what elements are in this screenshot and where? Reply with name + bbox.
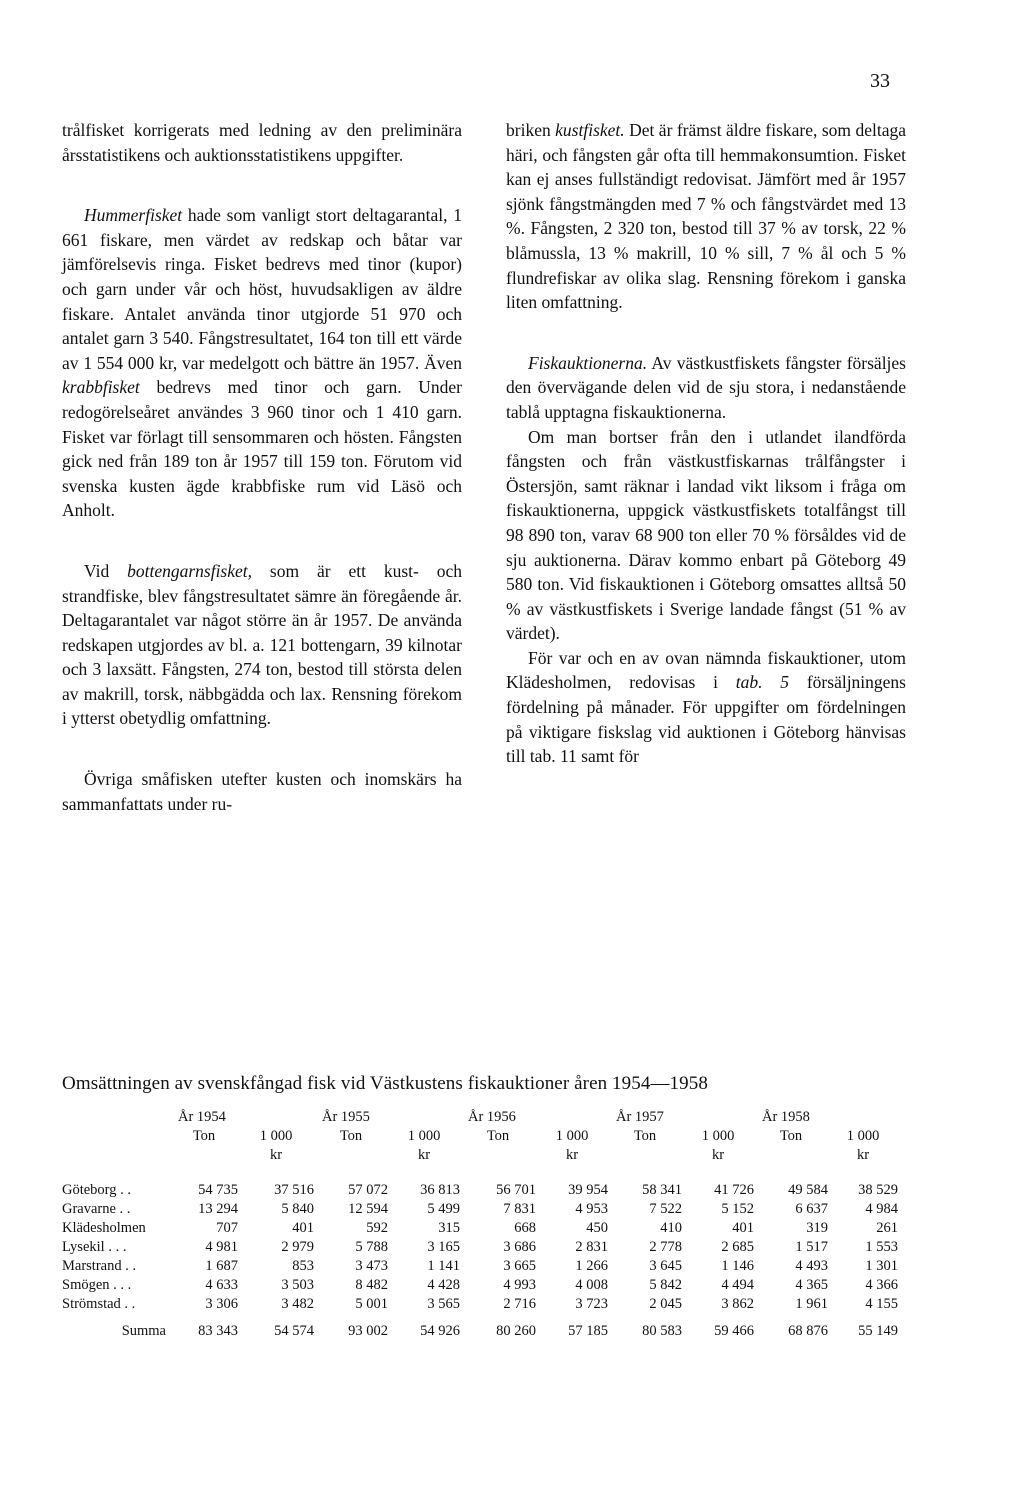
sum-cell: 93 002 bbox=[348, 1323, 388, 1339]
table-cell: 1 961 bbox=[795, 1296, 828, 1312]
sum-label: Summa bbox=[121, 1323, 166, 1339]
row-place: Klädesholmen bbox=[62, 1220, 146, 1236]
sum-cell: 55 149 bbox=[858, 1323, 898, 1339]
table-row bbox=[62, 1200, 898, 1219]
table-row bbox=[62, 1165, 898, 1200]
heading-auctions: Fiskauktionerna. bbox=[528, 352, 648, 373]
table-row bbox=[62, 1219, 898, 1238]
auction-table bbox=[62, 1108, 898, 1341]
year-header-row bbox=[62, 1108, 898, 1127]
table-cell: 5 788 bbox=[355, 1239, 388, 1255]
year-header: År 1958 bbox=[762, 1109, 810, 1125]
year-header: År 1955 bbox=[322, 1109, 370, 1125]
left-column bbox=[62, 118, 462, 816]
paragraph-coastal: briken kustfisket. Det är främst äldre fiskare, som deltaga häri, och fångsten går ofta till hemmakonsumtion. Fisket kan ej anses fullständigt redovisat. Jämfört med år 1957 sjönk fångstmängden med 7 % och fångstvärdet med 13 %. Fångsten, 2 320 ton, bestod till 37 % av torsk, 22 % blåmussla, 13 % makrill, 10 % sill, 7 % ål och 5 % flundrefiskar av olika slag. Rensning förekom i ganska liten omfattning. bbox=[506, 120, 906, 313]
table-cell: 2 778 bbox=[649, 1239, 682, 1255]
table-row bbox=[62, 1276, 898, 1295]
paragraph-trawl-note: trålfisket korrigerats med ledning av den preliminära årsstatistikens och auktionsstatistikens uppgifter. bbox=[62, 120, 462, 165]
table-cell: 3 503 bbox=[281, 1277, 314, 1293]
term-coastal: kustfisket. bbox=[555, 120, 625, 140]
table-cell: 1 301 bbox=[865, 1258, 898, 1274]
table-cell: 1 266 bbox=[575, 1258, 608, 1274]
ref-tab5: tab. 5 bbox=[735, 672, 790, 693]
table-cell: 4 493 bbox=[795, 1258, 828, 1274]
table-cell: 1 146 bbox=[721, 1258, 754, 1274]
table-cell: 4 981 bbox=[205, 1239, 238, 1255]
table-cell: 58 341 bbox=[642, 1182, 682, 1198]
page-number: 33 bbox=[870, 70, 890, 92]
table-cell: 3 482 bbox=[281, 1296, 314, 1312]
table-cell: 4 428 bbox=[427, 1277, 460, 1293]
table-cell: 8 482 bbox=[355, 1277, 388, 1293]
table-cell: 37 516 bbox=[274, 1182, 314, 1198]
term-bottom-net: bottengarnsfisket, bbox=[127, 560, 253, 581]
col-header-kr: 1 000 kr bbox=[846, 1128, 880, 1163]
row-place: Göteborg . . bbox=[62, 1182, 132, 1198]
table-cell: 57 072 bbox=[348, 1182, 388, 1198]
table-cell: 4 366 bbox=[865, 1277, 898, 1293]
table-cell: 5 499 bbox=[427, 1201, 460, 1217]
table-cell: 12 594 bbox=[348, 1201, 388, 1217]
table-cell: 5 842 bbox=[649, 1277, 682, 1293]
table-row bbox=[62, 1238, 898, 1257]
table-cell: 4 984 bbox=[865, 1201, 898, 1217]
col-header-ton: Ton bbox=[633, 1128, 657, 1144]
row-place: Strömstad . . bbox=[62, 1296, 136, 1312]
table-cell: 2 979 bbox=[281, 1239, 314, 1255]
col-header-kr: 1 000 kr bbox=[259, 1128, 293, 1163]
sum-cell: 68 876 bbox=[788, 1323, 828, 1339]
table-cell: 853 bbox=[292, 1258, 314, 1274]
row-place: Gravarne . . bbox=[62, 1201, 131, 1217]
sum-row bbox=[62, 1314, 898, 1341]
table-row bbox=[62, 1257, 898, 1276]
sum-cell: 54 926 bbox=[420, 1323, 460, 1339]
table-cell: 6 637 bbox=[795, 1201, 828, 1217]
table-cell: 5 001 bbox=[355, 1296, 388, 1312]
sum-cell: 80 260 bbox=[496, 1323, 536, 1339]
table-cell: 3 306 bbox=[205, 1296, 238, 1312]
table-cell: 2 831 bbox=[575, 1239, 608, 1255]
table-cell: 707 bbox=[216, 1220, 238, 1236]
year-header: År 1956 bbox=[468, 1109, 516, 1125]
table-cell: 7 522 bbox=[649, 1201, 682, 1217]
table-cell: 3 723 bbox=[575, 1296, 608, 1312]
table-body bbox=[62, 1165, 898, 1314]
term-crab: krabbfisket bbox=[62, 377, 140, 398]
table-cell: 4 365 bbox=[795, 1277, 828, 1293]
table-cell: 36 813 bbox=[420, 1182, 460, 1198]
table-cell: 3 862 bbox=[721, 1296, 754, 1312]
table-cell: 1 687 bbox=[205, 1258, 238, 1274]
table-cell: 13 294 bbox=[198, 1201, 238, 1217]
table-cell: 4 953 bbox=[575, 1201, 608, 1217]
table-cell: 410 bbox=[660, 1220, 682, 1236]
col-header-kr: 1 000 kr bbox=[407, 1128, 441, 1163]
table-cell: 2 685 bbox=[721, 1239, 754, 1255]
table-cell: 592 bbox=[366, 1220, 388, 1236]
unit-header-row bbox=[62, 1127, 898, 1165]
table-row bbox=[62, 1295, 898, 1314]
table-cell: 38 529 bbox=[858, 1182, 898, 1198]
paragraph-bottom-net: Vid bottengarnsfisket, som är ett kust- och strandfiske, blev fångstresultatet sämre än föregående år. Deltagarantalet var något större än år 1957. De använda redskapen utgjordes av bl. a. 121 bottengarn, 39 kilnotar och 3 laxsätt. Fångsten, 274 ton, bestod till största delen av makrill, torsk, näbbgädda och lax. Rensning förekom i ytterst obetydlig omfattning. bbox=[62, 560, 462, 729]
table-cell: 3 473 bbox=[355, 1258, 388, 1274]
table-cell: 2 045 bbox=[649, 1296, 682, 1312]
sum-cell: 54 574 bbox=[274, 1323, 314, 1339]
table-cell: 3 686 bbox=[503, 1239, 536, 1255]
table-cell: 7 831 bbox=[503, 1201, 536, 1217]
table-cell: 261 bbox=[876, 1220, 898, 1236]
table-cell: 319 bbox=[806, 1220, 828, 1236]
heading-lobster: Hummerfisket bbox=[84, 205, 183, 226]
table-cell: 1 141 bbox=[427, 1258, 460, 1274]
table-cell: 1 517 bbox=[795, 1239, 828, 1255]
sum-cell: 57 185 bbox=[568, 1323, 608, 1339]
row-place: Marstrand . . bbox=[62, 1258, 137, 1274]
table-cell: 3 645 bbox=[649, 1258, 682, 1274]
paragraph-lobster: Hummerfisket hade som vanligt stort deltagarantal, 1 661 fiskare, men värdet av redskap och båtar var jämförelsevis ringa. Fisket bedrevs med tinor (kupor) och garn under vår och höst, huvudsakligen av äldre fiskare. Antalet använda tinor utgjorde 51 970 och antalet garn 3 540. Fångstresultatet, 164 ton till ett värde av 1 554 000 kr, var medelgott och bättre än 1957. Även krabbfisket bedrevs med tinor och garn. Under redogörelseåret användes 3 960 tinor och 1 410 garn. Fisket var förlagt till sensommaren och hösten. Fångsten gick ned från 189 ton år 1957 till 159 ton. Förutom vid svenska kusten ägde krabbfiske rum vid Läsö och Anholt. bbox=[62, 205, 462, 521]
col-header-ton: Ton bbox=[192, 1128, 216, 1144]
table-cell: 4 155 bbox=[865, 1296, 898, 1312]
table-cell: 1 553 bbox=[865, 1239, 898, 1255]
col-header-kr: 1 000 kr bbox=[555, 1128, 589, 1163]
table-cell: 450 bbox=[586, 1220, 608, 1236]
table-cell: 5 152 bbox=[721, 1201, 754, 1217]
table-cell: 3 665 bbox=[503, 1258, 536, 1274]
table-cell: 3 565 bbox=[427, 1296, 460, 1312]
row-place: Smögen . . . bbox=[62, 1277, 132, 1293]
table-cell: 49 584 bbox=[788, 1182, 828, 1198]
paragraph-other: Övriga småfisken utefter kusten och inomskärs ha sammanfattats under ru- bbox=[62, 769, 462, 814]
table-cell: 2 716 bbox=[503, 1296, 536, 1312]
row-place: Lysekil . . . bbox=[62, 1239, 127, 1255]
table-cell: 5 840 bbox=[281, 1201, 314, 1217]
table-cell: 4 494 bbox=[721, 1277, 754, 1293]
table-cell: 315 bbox=[438, 1220, 460, 1236]
table-cell: 41 726 bbox=[714, 1182, 754, 1198]
paragraph-monthly: För var och en av ovan nämnda fiskauktioner, utom Klädesholmen, redovisas i tab. 5 försäljningens fördelning på månader. För uppgifter om fördelningen på viktigare fiskslag vid auktionen i Göteborg hänvisas till tab. 11 samt för bbox=[506, 647, 906, 767]
table-cell: 4 633 bbox=[205, 1277, 238, 1293]
col-header-ton: Ton bbox=[486, 1128, 510, 1144]
year-header: År 1957 bbox=[616, 1109, 664, 1125]
col-header-ton: Ton bbox=[339, 1128, 363, 1144]
table-cell: 401 bbox=[292, 1220, 314, 1236]
year-header: År 1954 bbox=[178, 1109, 226, 1125]
table-cell: 3 165 bbox=[427, 1239, 460, 1255]
table-cell: 401 bbox=[732, 1220, 754, 1236]
table-cell: 4 008 bbox=[575, 1277, 608, 1293]
sum-cell: 80 583 bbox=[642, 1323, 682, 1339]
table-cell: 4 993 bbox=[503, 1277, 536, 1293]
table-cell: 56 701 bbox=[496, 1182, 536, 1198]
table-cell: 668 bbox=[514, 1220, 536, 1236]
table-cell: 54 735 bbox=[198, 1182, 238, 1198]
col-header-ton: Ton bbox=[779, 1128, 803, 1144]
table-title: Omsättningen av svenskfångad fisk vid Västkustens fiskauktioner åren 1954—1958 bbox=[62, 1073, 708, 1094]
table-cell: 39 954 bbox=[568, 1182, 608, 1198]
sum-cell: 59 466 bbox=[714, 1323, 754, 1339]
col-header-kr: 1 000 kr bbox=[701, 1128, 735, 1163]
paragraph-auctions: Fiskauktionerna. Av västkustfiskets fångster försäljes den övervägande delen vid de sju stora, i nedanstående tablå upptagna fiskauktionerna. bbox=[506, 352, 906, 422]
right-column bbox=[506, 118, 906, 769]
sum-cell: 83 343 bbox=[198, 1323, 238, 1339]
paragraph-totals: Om man bortser från den i utlandet ilandförda fångsten och från västkustfiskarnas trålfångster i Östersjön, samt räknar i landad vikt liksom i fråga om fiskauktionerna, uppgick västkustfiskets totalfångst till 98 890 ton, varav 68 900 ton eller 70 % försåldes vid de sju auktionerna. Därav kommo enbart på Göteborg 49 580 ton. Vid fiskauktionen i Göteborg omsattes alltså 50 % av västkustfiskets i Sverige landade fångst (51 % av värdet). bbox=[506, 426, 906, 644]
